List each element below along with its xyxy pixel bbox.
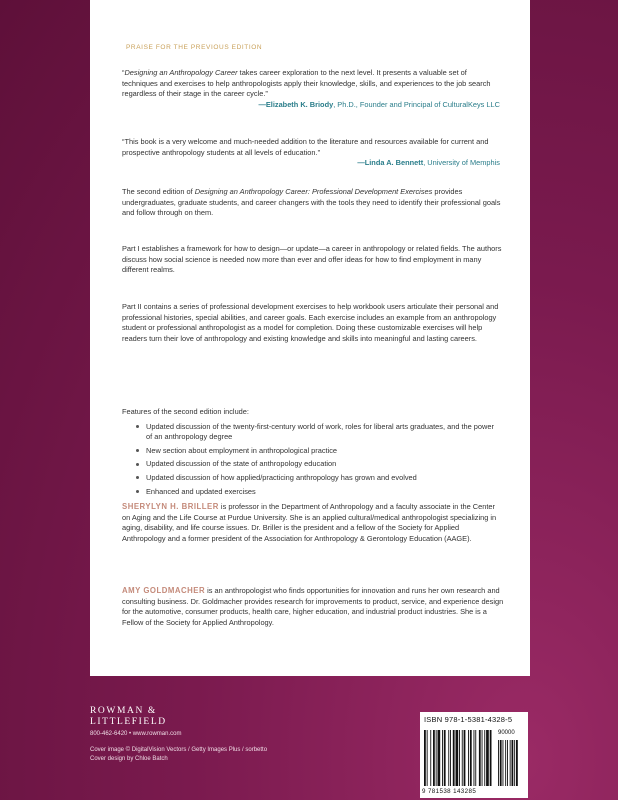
features-intro: Features of the second edition include: xyxy=(122,407,249,416)
barcode-digits: 9 781538 143285 xyxy=(422,788,477,795)
quote-briody: “Designing an Anthropology Career takes career exploration to the next level. It presents a valuable set of techniques and exercises to help anthropologists apply their knowledge, skills, and experiences to the job search regardless of their stage in the career cycle.” —Elizabeth K. Briody, Ph.D., Founder and Principal of CulturalKeys LLC xyxy=(122,68,500,109)
attribution-role: , Ph.D., Founder and Principal of CulturalKeys LLC xyxy=(333,99,500,109)
part-one-paragraph: Part I establishes a framework for how to design—or update—a career in anthropology or related fields. The authors discuss how social science is needed now more than ever and offer ideas for how to find employment in many different realms. xyxy=(122,244,502,275)
quote-book-title: Designing an Anthropology Career xyxy=(124,68,238,77)
cover-credits xyxy=(90,746,267,763)
publisher-contact: 800-462-6420 • www.rowman.com xyxy=(90,731,182,737)
quote-bennett xyxy=(122,137,502,169)
feature-item: Updated discussion of the state of anthropology education xyxy=(136,459,502,470)
feature-item: Enhanced and updated exercises xyxy=(136,487,502,498)
author-bio: is professor in the Department of Anthropology and a faculty associate in the Center on Aging and the Life Course at Purdue University. She is an applied cultural/medical anthropologist specializing in aging, disability, and life course issues. Dr. Briller is the president and a fellow of the Society for Applied Anthropology and a former president of the Association for Anthropology & Gerontology Education (AAGE). xyxy=(122,502,497,543)
author-bio: is an anthropologist who finds opportunities for innovation and runs her own research and consulting business. Dr. Goldmacher provides research for improvements to product, service, and experience design for the automotive, consumer products, health care, higher education, and industrial product industries. She is a Fellow of the Society for Applied Anthropology. xyxy=(122,586,504,627)
features-list xyxy=(122,422,502,498)
quote-text: takes career exploration to the next level. It presents a valuable set of techniques and exercises to help anthropologists apply their knowledge, skills, and experiences to the job search regardless of their stage in the career cycle.” xyxy=(122,68,491,99)
attribution-role: , University of Memphis xyxy=(423,158,500,168)
features-section xyxy=(122,407,502,500)
cover-design-credit: Cover design by Chloe Batch xyxy=(90,755,168,762)
attribution-name: —Linda A. Bennett xyxy=(357,158,424,168)
author-name: AMY GOLDMACHER xyxy=(122,586,206,595)
author-bio-goldmacher xyxy=(122,586,504,628)
isbn-number: ISBN 978-1-5381-4328-5 xyxy=(424,715,513,724)
price-code: 90000 xyxy=(498,730,515,736)
attribution-name: —Elizabeth K. Briody xyxy=(258,99,334,109)
feature-item: New section about employment in anthropological practice xyxy=(136,446,502,457)
quote-text: “This book is a very welcome and much-needed addition to the literature and resources available for current and prospective anthropology students at all levels of education.” xyxy=(122,137,489,157)
feature-item: Updated discussion of how applied/practicing anthropology has grown and evolved xyxy=(136,473,502,484)
praise-heading: PRAISE FOR THE PREVIOUS EDITION xyxy=(126,44,263,51)
feature-item: Updated discussion of the twenty-first-century world of work, roles for liberal arts graduates, and the power of an anthropology degree xyxy=(136,422,502,443)
barcode-icon xyxy=(424,730,524,786)
barcode-box xyxy=(420,712,528,798)
author-name: SHERYLYN H. BRILLER xyxy=(122,502,219,511)
publisher-logo: ROWMAN & LITTLEFIELD xyxy=(90,706,167,727)
author-bio-briller xyxy=(122,502,504,544)
cover-image-credit: Cover image © DigitalVision Vectors / Getty Images Plus / sorbetto xyxy=(90,747,268,753)
part-two-paragraph: Part II contains a series of professional development exercises to help workbook users articulate their personal and professional histories, special abilities, and career goals. Each exercise includes an example from an anthropology student or professional anthropologist as a model for completion. Doing these customizable exercises will help readers turn their love of anthropology and existing knowledge and skills into meaningful and lasting careers. xyxy=(122,302,499,343)
description-paragraph: The second edition of Designing an Anthropology Career: Professional Development Exercises provides undergraduates, graduate students, and career changers with the tools they need to identify their professional goals and follow through on them. xyxy=(122,187,501,218)
book-title: Designing an Anthropology Career: Professional Development Exercises xyxy=(194,187,433,196)
